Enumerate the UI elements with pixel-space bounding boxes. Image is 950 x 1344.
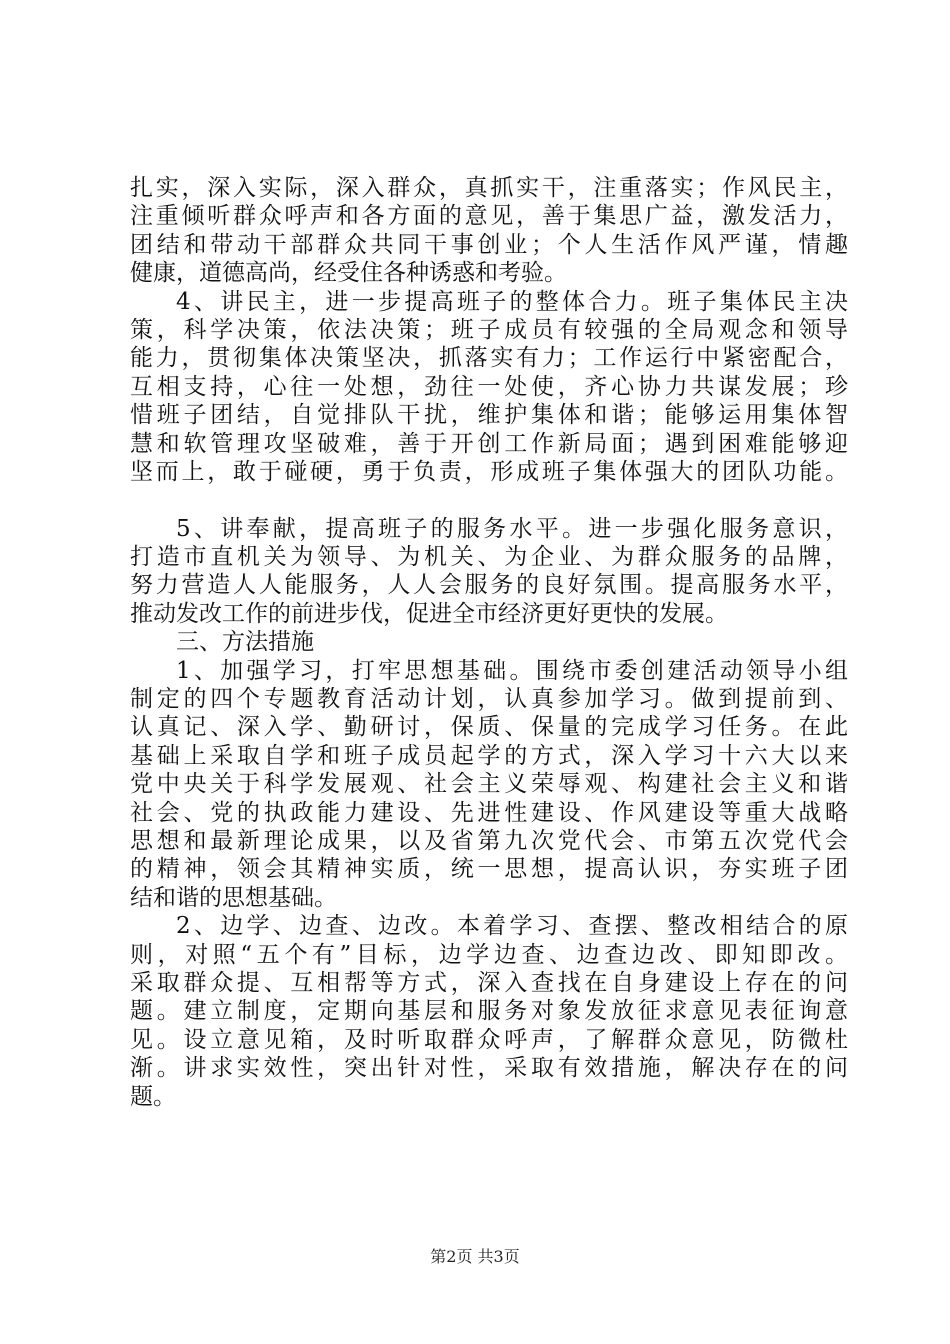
- body-line: 努力营造人人能服务，人人会服务的良好氛围。提高服务水平，: [130, 572, 848, 599]
- body-line: 注重倾听群众呼声和各方面的意见，善于集思广益，激发活力，: [130, 203, 848, 230]
- body-line: 党中央关于科学发展观、社会主义荣辱观、构建社会主义和谐: [130, 771, 848, 798]
- body-line: 1、加强学习，打牢思想基础。围绕市委创建活动领导小组: [176, 657, 848, 684]
- paragraph-gap: [130, 486, 848, 514]
- body-line: 4、讲民主，进一步提高班子的整体合力。班子集体民主决: [176, 288, 848, 315]
- body-line: 推动发改工作的前进步伐，促进全市经济更好更快的发展。: [130, 600, 728, 627]
- body-line: 能力，贯彻集体决策坚决，抓落实有力；工作运行中紧密配合，: [130, 345, 848, 372]
- body-line: 基础上采取自学和班子成员起学的方式，深入学习十六大以来: [130, 742, 848, 769]
- body-line: 团结和带动干部群众共同干事创业；个人生活作风严谨，情趣: [130, 231, 848, 258]
- body-line: 5、讲奉献，提高班子的服务水平。进一步强化服务意识，: [176, 515, 848, 542]
- body-line: 渐。讲求实效性，突出针对性，采取有效措施，解决存在的问: [130, 1055, 848, 1082]
- body-line: 扎实，深入实际，深入群众，真抓实干，注重落实；作风民主，: [130, 175, 848, 201]
- body-line: 制定的四个专题教育活动计划，认真参加学习。做到提前到、: [130, 686, 848, 713]
- body-line: 坚而上，敢于碰硬，勇于负责，形成班子集体强大的团队功能。: [130, 458, 848, 485]
- body-line: 题。: [130, 1083, 176, 1110]
- body-line: 打造市直机关为领导、为机关、为企业、为群众服务的品牌，: [130, 544, 848, 571]
- body-line: 则，对照“五个有”目标，边学边查、边查边改、即知即改。: [130, 941, 848, 968]
- body-line: 见。设立意见箱，及时听取群众呼声，了解群众意见，防微杜: [130, 1026, 848, 1053]
- body-line: 策，科学决策，依法决策；班子成员有较强的全局观念和领导: [130, 316, 848, 343]
- body-line: 结和谐的思想基础。: [130, 884, 337, 911]
- section-heading: 三、方法措施: [176, 629, 314, 656]
- body-line: 2、边学、边查、边改。本着学习、查摆、整改相结合的原: [176, 913, 848, 940]
- body-line: 的精神，领会其精神实质，统一思想，提高认识，夯实班子团: [130, 856, 848, 883]
- page-footer: 第2页 共3页: [430, 1247, 520, 1266]
- body-line: 题。建立制度，定期向基层和服务对象发放征求意见表征询意: [130, 998, 848, 1025]
- body-line: 互相支持，心往一处想，劲往一处使，齐心协力共谋发展；珍: [130, 373, 848, 400]
- body-line: 社会、党的执政能力建设、先进性建设、作风建设等重大战略: [130, 799, 848, 826]
- body-line: 惜班子团结，自觉排队干扰，维护集体和谐；能够运用集体智: [130, 402, 848, 429]
- body-line: 健康，道德高尚，经受住各种诱惑和考验。: [130, 260, 567, 287]
- body-line: 认真记、深入学、勤研讨，保质、保量的完成学习任务。在此: [130, 714, 848, 741]
- body-line: 思想和最新理论成果，以及省第九次党代会、市第五次党代会: [130, 827, 848, 854]
- document-body: [130, 174, 848, 1111]
- body-line: 采取群众提、互相帮等方式，深入查找在自身建设上存在的问: [130, 969, 848, 996]
- body-line: 慧和软管理攻坚破难，善于开创工作新局面；遇到困难能够迎: [130, 430, 848, 457]
